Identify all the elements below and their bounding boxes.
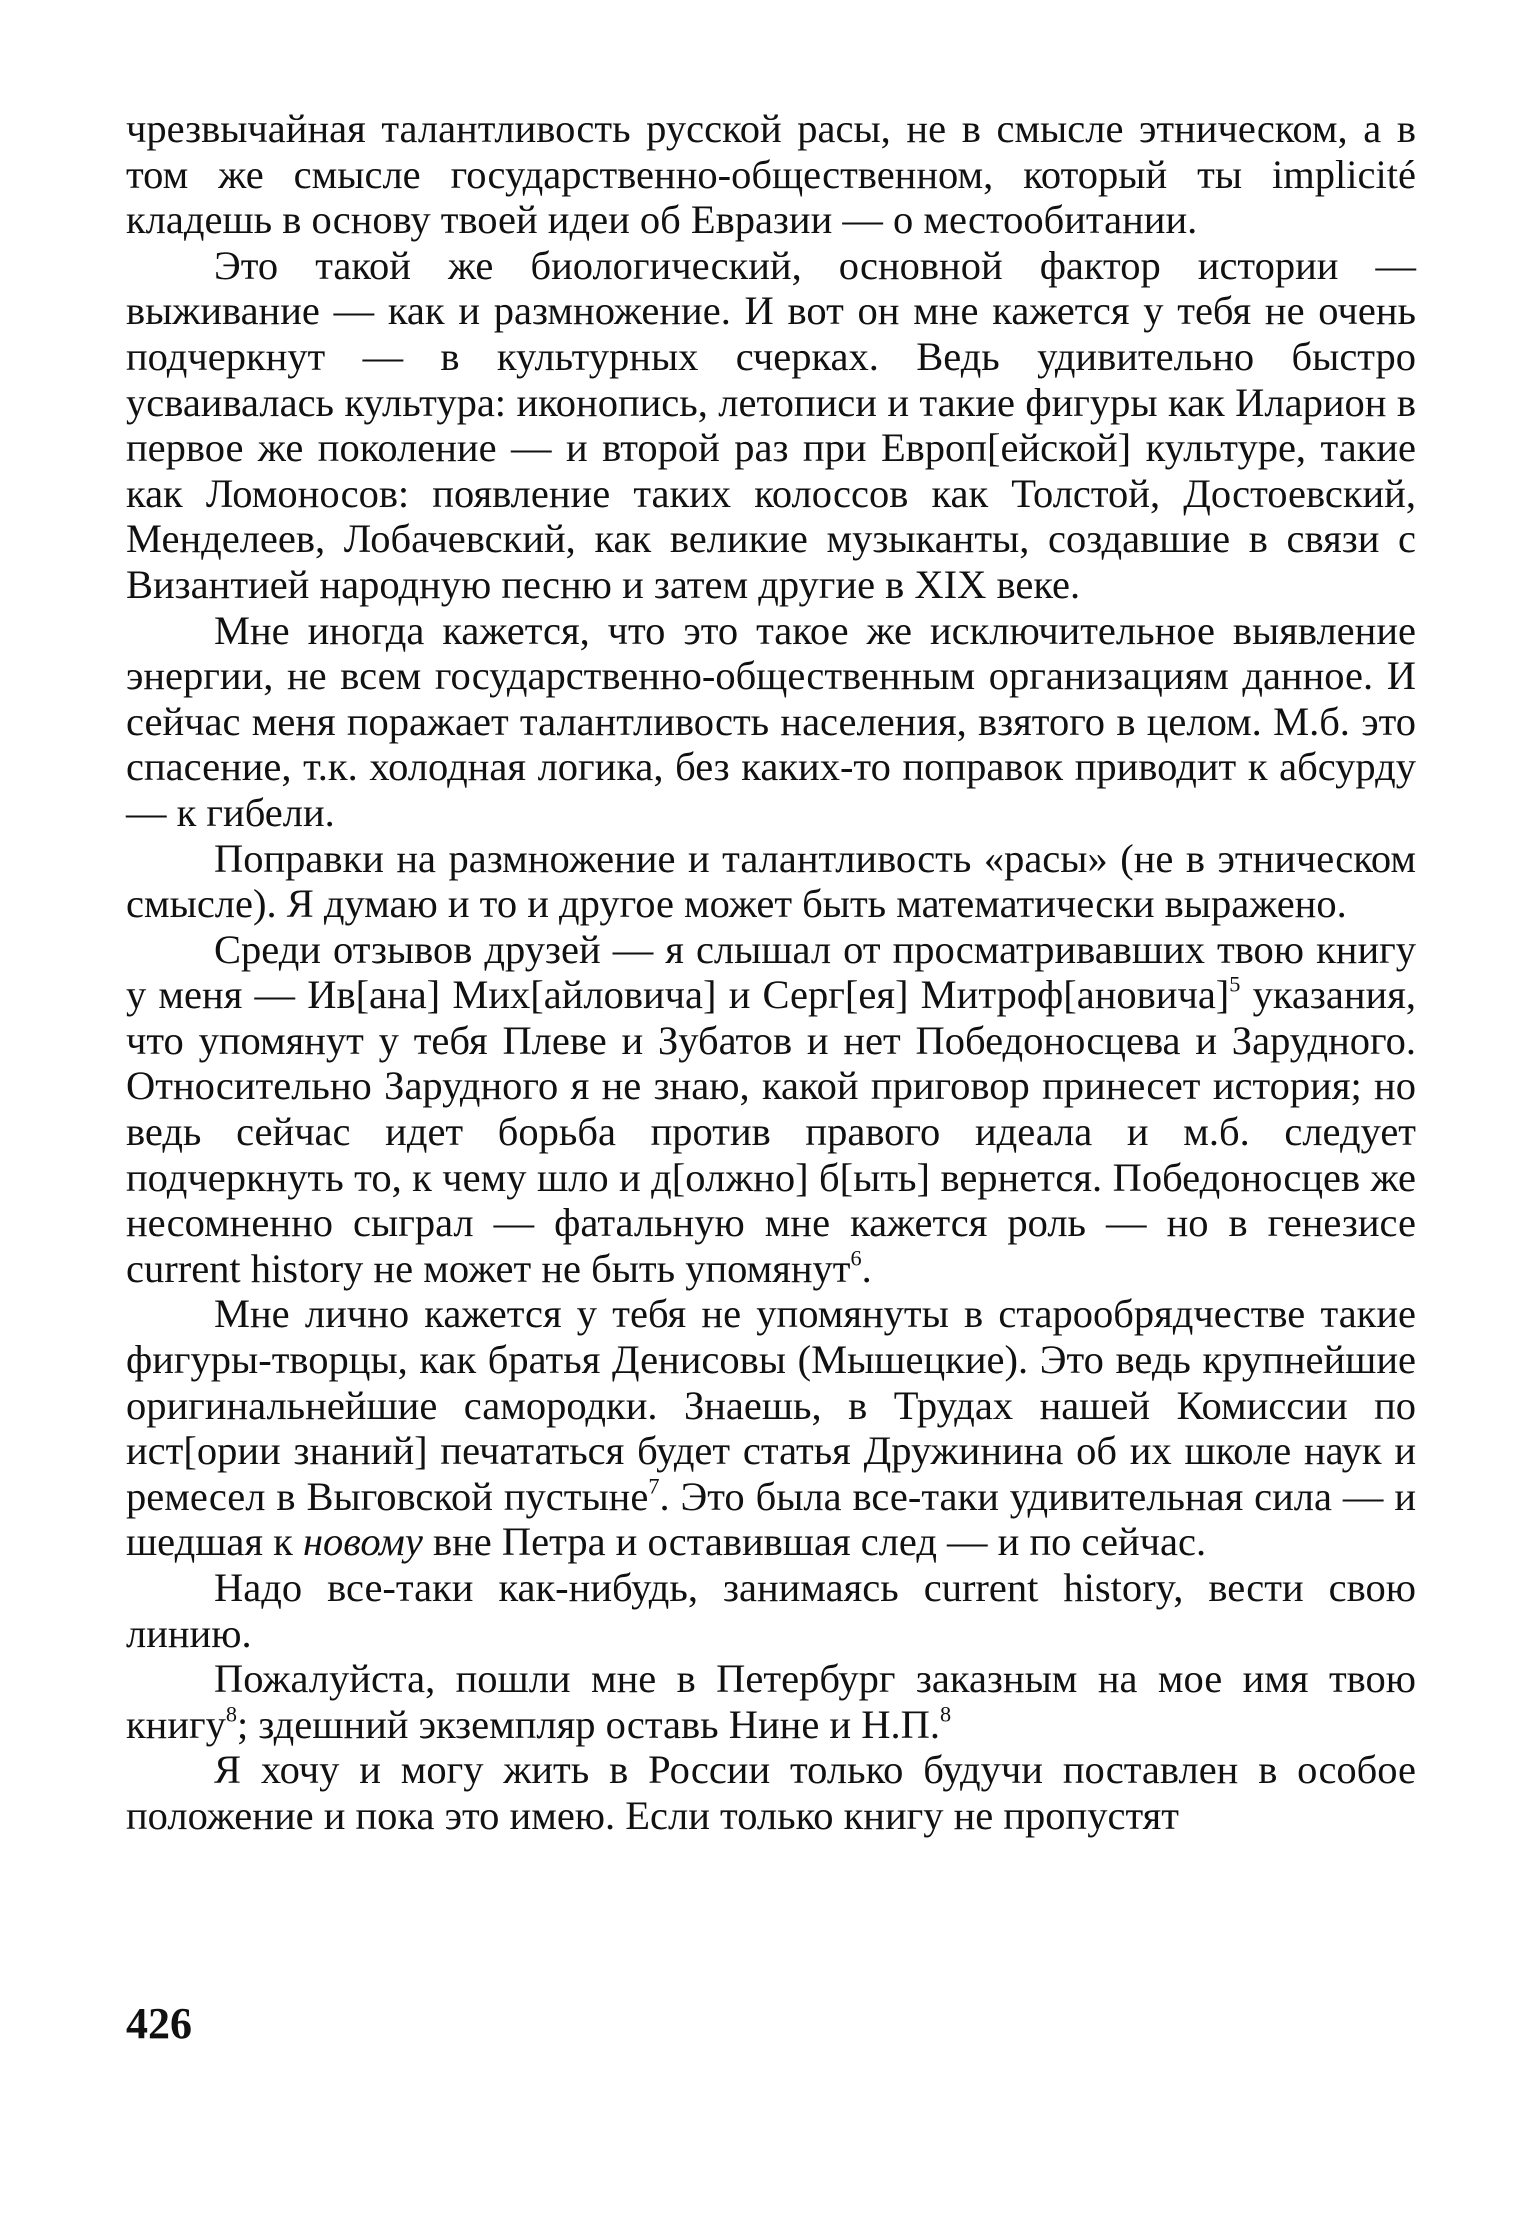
paragraph [126,927,1416,1292]
paragraph [126,243,1416,608]
footnote-marker: 8 [939,1701,952,1727]
paragraph [126,106,1416,243]
text-run: указания, что упомянут у тебя Плеве и Зубатов и нет Победоносцева и Зарудного. Относительно Зарудного я не знаю, какой приговор принесет история; но ведь сейчас идет борьба против правого идеала и м.б. следует подчеркнуть то, к чему шло и д[олжно] б[ыть] вернется. Победоносцев же несомненно сыграл — фатальную мне кажется роль — но в генезисе current history не может не быть упомянут [126,972,1416,1291]
text-run: Поправки на размножение и талантливость «расы» (не в этническом смысле). Я думаю и то и другое может быть математически выражено. [126,835,1416,927]
text-run: Мне иногда кажется, что это такое же исключительное выявление энергии, не всем государственно-общественным организациям данное. И сейчас меня поражает талантливость населения, взятого в целом. М.б. это спасение, т.к. холодная логика, без каких-то поправок приводит к абсурду — к гибели. [126,607,1416,835]
text-run: Мне лично кажется у тебя не упомянуты в старообрядчестве такие фигуры-творцы, как братья Денисовы (Мышецкие). Это ведь крупнейшие оригинальнейшие самородки. Знаешь, в Трудах нашей Комиссии по ист[ории знаний] печататься будет статья Дружинина об их школе наук и ремесел в Выговской пустыне [126,1291,1416,1519]
page-number: 426 [126,1999,192,2048]
text-run: Пожалуйста, пошли мне в Петербург заказным на мое имя твою книгу [126,1656,1416,1747]
footnote-marker: 7 [648,1473,660,1499]
text-run: вне Петра и оставившая след — и по сейчас. [422,1519,1207,1565]
paragraph [126,1656,1416,1747]
paragraph [126,1291,1416,1565]
text-run: чрезвычайная талантливость русской расы, не в смысле этническом, а в том же смысле государственно-общественном, который ты implicité кладешь в основу твоей идеи об Евразии — о местообитании. [126,106,1416,243]
text-run: Среди отзывов друзей — я слышал от просматривавших твою книгу у меня — Ив[ана] Мих[айловича] и Серг[ея] Митроф[ановича] [126,926,1416,1018]
footnote-marker: 6 [850,1245,862,1271]
body-text [126,106,1416,1839]
text-run: Это такой же биологический, основной фактор истории — выживание — как и размножение. И вот он мне кажется у тебя не очень подчеркнут — в культурных счерках. Ведь удивительно быстро усваивалась культура: иконопись, летописи и такие фигуры как Иларион в первое же поколение — и второй раз при Европ[ейской] культуре, такие как Ломоносов: появление таких колоссов как Толстой, Достоевский, Менделеев, Лобачевский, как великие музыканты, создавшие в связи с Византией народную песню и затем другие в XIX веке. [126,242,1416,607]
text-run: ; здешний экземпляр оставь Нине и Н.П. [237,1701,940,1747]
footnote-marker: 5 [1229,971,1241,997]
footnote-marker: 8 [225,1701,238,1727]
paragraph [126,836,1416,927]
text-run: Я хочу и могу жить в России только будучи поставлен в особое положение и пока это имею. Если только книгу не пропустят [126,1747,1416,1838]
paragraph [126,1747,1416,1838]
text-run: Надо все-таки как-нибудь, занимаясь current history, вести свою линию. [126,1565,1416,1656]
text-run: . Это была все-таки удивительная сила — и шедшая к [126,1473,1416,1565]
emphasized-text: новому [302,1519,423,1565]
paragraph [126,1565,1416,1656]
paragraph [126,608,1416,836]
text-run: . [861,1245,872,1291]
